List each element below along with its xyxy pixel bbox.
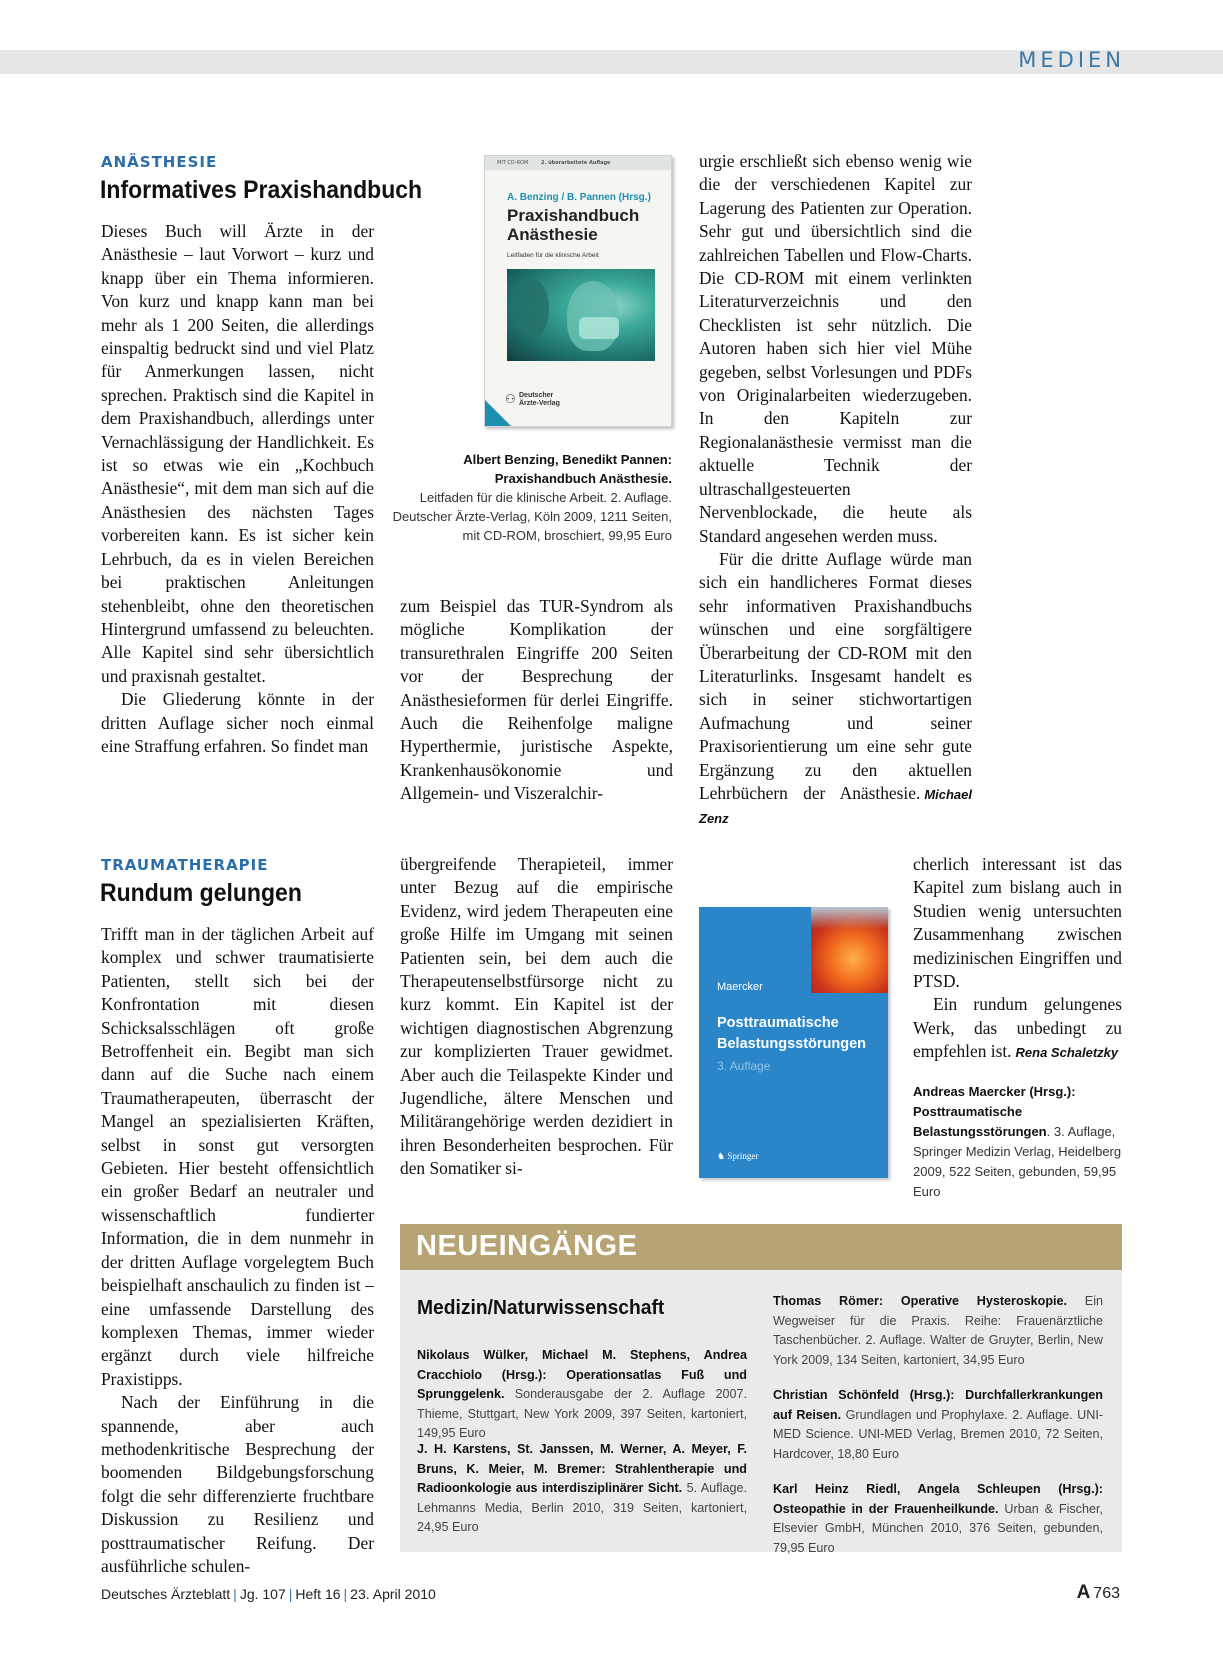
cover-edition: 3. Auflage bbox=[717, 1059, 771, 1073]
cover-photo bbox=[507, 269, 655, 361]
cover-publisher: ♞ Springer bbox=[717, 1151, 759, 1161]
article1-column-1 bbox=[101, 220, 374, 758]
article2-title: Rundum gelungen bbox=[100, 879, 302, 907]
neueingaenge-subtitle: Medizin/Naturwissenschaft bbox=[417, 1296, 665, 1319]
page-number: A 763 bbox=[1076, 1582, 1120, 1603]
article2-column-2 bbox=[400, 853, 673, 1181]
cover-author: Maercker bbox=[717, 981, 763, 993]
article2-paragraph: Trifft man in der täglichen Arbeit auf komplex und schwer traumatisierte Patienten, stellt sich bei der Konfrontation mit diesen Schicksalsschlägen oft große Betroffenheit ein. Begibt man sich dann auf die Suche nach einem Traumatherapeuten, überrascht der Mangel an spezialisierten Kräften, selbst in sonst gut versorgten Gebieten. Hier besteht offensichtlich ein großer Bedarf an neutraler und wissenschaftlich fundierter Information, die in dem nunmehr in der dritten Auflage vorgelegtem Buch beispielhaft anschaulich zu finden ist – eine umfassende Darstellung des komplexen Themas, immer wieder ergänzt durch viele hilfreiche Praxistipps. bbox=[101, 924, 374, 1389]
footer-volume: Jg. 107 bbox=[239, 1586, 286, 1602]
neueingang-entry: Thomas Römer: Operative Hysteroskopie. Ein Wegweiser für die Praxis. Reihe: Frauenärztliche Taschenbücher. 2. Auflage. Walter de Gruyter, Berlin, New York 2009, 134 Seiten, kartoniert, 34,95 Euro bbox=[773, 1294, 1103, 1367]
neueingang-entry: Karl Heinz Riedl, Angela Schleupen (Hrsg.): Osteopathie in der Frauenheilkunde. Urban & Fischer, Elsevier GmbH, München 2010, 376 Seiten, gebunden, 79,95 Euro bbox=[773, 1482, 1103, 1555]
neueingaenge-title: NEUEINGÄNGE bbox=[416, 1230, 638, 1262]
cover-publisher: Deutscher Ärzte-Verlag bbox=[519, 392, 560, 407]
article1-column-2 bbox=[400, 595, 673, 806]
neueingaenge-box bbox=[400, 1224, 1122, 1555]
publisher-logo-icon: ⚇ bbox=[505, 392, 516, 406]
springer-logo-icon: ♞ bbox=[717, 1151, 728, 1161]
neueingaenge-header bbox=[400, 1224, 1122, 1270]
cover-title: Posttraumatische Belastungsstörungen bbox=[717, 1015, 867, 1052]
article1-caption: Albert Benzing, Benedikt Pannen: Praxishandbuch Anästhesie. Leitfaden für die klinische Arbeit. 2. Auflage. Deutscher Ärzte-Verlag, Köln 2009, 1211 Seiten, mit CD-ROM, broschiert, 99,95 Euro bbox=[392, 452, 672, 543]
article1-paragraph: Die Gliederung könnte in der dritten Auflage sicher noch einmal eine Straffung erfahren. So findet man bbox=[101, 689, 374, 756]
article1-paragraph: zum Beispiel das TUR-Syndrom als mögliche Komplikation der transurethralen Eingriffe 200 Seiten vor der Besprechung der Anästhesieformen für derlei Eingriffe. Auch die Reihenfolge maligne Hyperthermie, juristische Aspekte, Krankenhausökonomie und Allgemein- und Viszeralchir- bbox=[400, 596, 673, 804]
footer-citation: Deutsches Ärzteblatt | Jg. 107 | Heft 16 | 23. April 2010 bbox=[101, 1586, 436, 1602]
article1-paragraph: urgie erschließt sich ebenso wenig wie die der verschiedenen Kapitel zur Lagerung des Patienten zur Operation. Sehr gut und übersichtlich sind die zahlreichen Tabellen und Flow-Charts. Die CD-ROM mit einem verlinkten Literaturverzeichnis und den Checklisten ist sehr nützlich. Die Autoren haben sich hier viel Mühe gegeben, selbst Vorlesungen und PDFs von Originalarbeiten wiederzugeben. In den Kapiteln zur Regionalanästhesie vermisst man die aktuelle Technik der ultraschallgesteuerten Nervenblockade, die heute als Standard angesehen werden muss. bbox=[699, 151, 972, 546]
section-label: MEDIEN bbox=[1018, 48, 1125, 72]
article1-paragraph: Dieses Buch will Ärzte in der Anästhesie – laut Vorwort – kurz und knapp über ein Thema informieren. Von kurz und knapp kann man bei mehr als 1 200 Seiten, die allerdings einspaltig bedruckt sind und viel Platz für Anmerkungen lassen, nicht sprechen. Praktisch sind die Kapitel in dem Praxishandbuch, allerdings unter Vernachlässigung der Handlichkeit. Es ist so etwas wie ein „Kochbuch Anästhesie“, mit dem man sich auf die Anästhesien des nächsten Tages vorbereiten kann. Es ist sicher kein Lehrbuch, da es in vielen Bereichen bei praktischen Anleitungen stehenbleibt, ohne den theoretischen Hintergrund umfassend zu beleuchten. Alle Kapitel sind sehr übersichtlich und praxisnah gestaltet. bbox=[101, 221, 374, 686]
footer-journal: Deutsches Ärzteblatt bbox=[101, 1586, 231, 1602]
neueingang-entry: Christian Schönfeld (Hrsg.): Durchfallerkrankungen auf Reisen. Grundlagen und Prophylaxe. 2. Auflage. UNI-MED Science. UNI-MED Verlag, Bremen 2010, 72 Seiten, Hardcover, 18,80 Euro bbox=[773, 1388, 1104, 1461]
book-cover-posttraumatische bbox=[699, 907, 888, 1178]
article2-column-3 bbox=[913, 853, 1122, 1065]
article1-title: Informatives Praxishandbuch bbox=[100, 176, 423, 204]
article2-paragraph: übergreifende Therapieteil, immer unter Bezug auf die empirische Evidenz, wird jedem Therapeuten eine große Hilfe im Umgang mit seinen Patienten sein, bei dem auch die Therapeutenselbstfürsorge nicht zu kurz kommt. Ein Kapitel ist der wichtigen diagnostischen Abgrenzung zur komplizierten Trauer gewidmet. Aber auch die Teilaspekte Kinder und Jugendliche, ältere Menschen und Militärangehörige werden dezidiert in ihren Besonderheiten besprochen. Für den Somatiker si- bbox=[400, 854, 673, 1179]
article1-paragraph: Für die dritte Auflage würde man sich ein handlicheres Format dieses sehr informativen Praxishandbuchs wünschen und eine sorgfältigere Überarbeitung der CD-ROM mit den Literaturlinks. Insgesamt handelt es sich in seiner stichwortartigen Aufmachung und seiner Praxisorientierung um eine sehr gute Ergänzung zu den aktuellen Lehrbüchern der Anästhesie. Michael Zenz bbox=[699, 548, 972, 827]
article1-column-3 bbox=[699, 150, 972, 831]
article2-kicker: TRAUMATHERAPIE bbox=[101, 856, 269, 874]
article1-author: Michael Zenz bbox=[699, 786, 972, 827]
article2-paragraph: Ein rundum gelungenes Werk, das unbedingt zu empfehlen ist. Rena Schaletzky bbox=[913, 994, 1122, 1062]
book-cover-praxishandbuch: MIT CD-ROM 2. überarbeitete Auflage A. Benzing / B. Pannen (Hrsg.) Praxishandbuch Anästhesie Leitfaden für die klinische Arbeit ⚇ Deutscher Ärzte-Verlag bbox=[484, 155, 672, 427]
article2-column-1 bbox=[101, 923, 374, 1578]
cover-subtitle: Leitfaden für die klinische Arbeit bbox=[507, 252, 599, 259]
neueingang-entry: J. H. Karstens, St. Janssen, M. Werner, A. Meyer, F. Bruns, K. Meier, M. Bremer: Strahlentherapie und Radioonkologie aus interdisziplinärer Sicht. 5. Auflage. Lehmanns Media, Berlin 2010, 319 Seiten, kartoniert, 24,95 Euro bbox=[417, 1442, 747, 1535]
article2-paragraph: Nach der Einführung in die spannende, aber auch methodenkritische Besprechung der boomenden Bildgebungsforschung folgt die sehr differenzierte fruchtbare Diskussion zu Resilienz und posttraumatischer Reifung. Der ausführliche schulen- bbox=[101, 1392, 374, 1576]
article2-paragraph: cherlich interessant ist das Kapitel zum bislang auch in Studien wenig untersuchten Zusammenhang zwischen medizinischen Eingriffen und PTSD. bbox=[913, 854, 1122, 992]
footer-date: 23. April 2010 bbox=[350, 1586, 436, 1602]
article2-caption: Andreas Maercker (Hrsg.): Posttraumatische Belastungsstörungen. 3. Auflage, Springer Medizin Verlag, Heidelberg 2009, 522 Seiten, gebunden, 59,95 Euro bbox=[913, 1084, 1122, 1199]
cover-title: Praxishandbuch Anästhesie bbox=[507, 206, 640, 244]
cover-authors: A. Benzing / B. Pannen (Hrsg.) bbox=[507, 192, 651, 203]
neueingang-entry: Nikolaus Wülker, Michael M. Stephens, Andrea Cracchiolo (Hrsg.): Operationsatlas Fuß und Sprunggelenk. Sonderausgabe der 2. Auflage 2007. Thieme, Stuttgart, New York 2009, 397 Seiten, kartoniert, 149,95 Euro bbox=[417, 1348, 747, 1441]
footer-issue: Heft 16 bbox=[295, 1586, 341, 1602]
article1-kicker: ANÄSTHESIE bbox=[101, 153, 218, 171]
article2-author: Rena Schaletzky bbox=[1015, 1045, 1119, 1061]
